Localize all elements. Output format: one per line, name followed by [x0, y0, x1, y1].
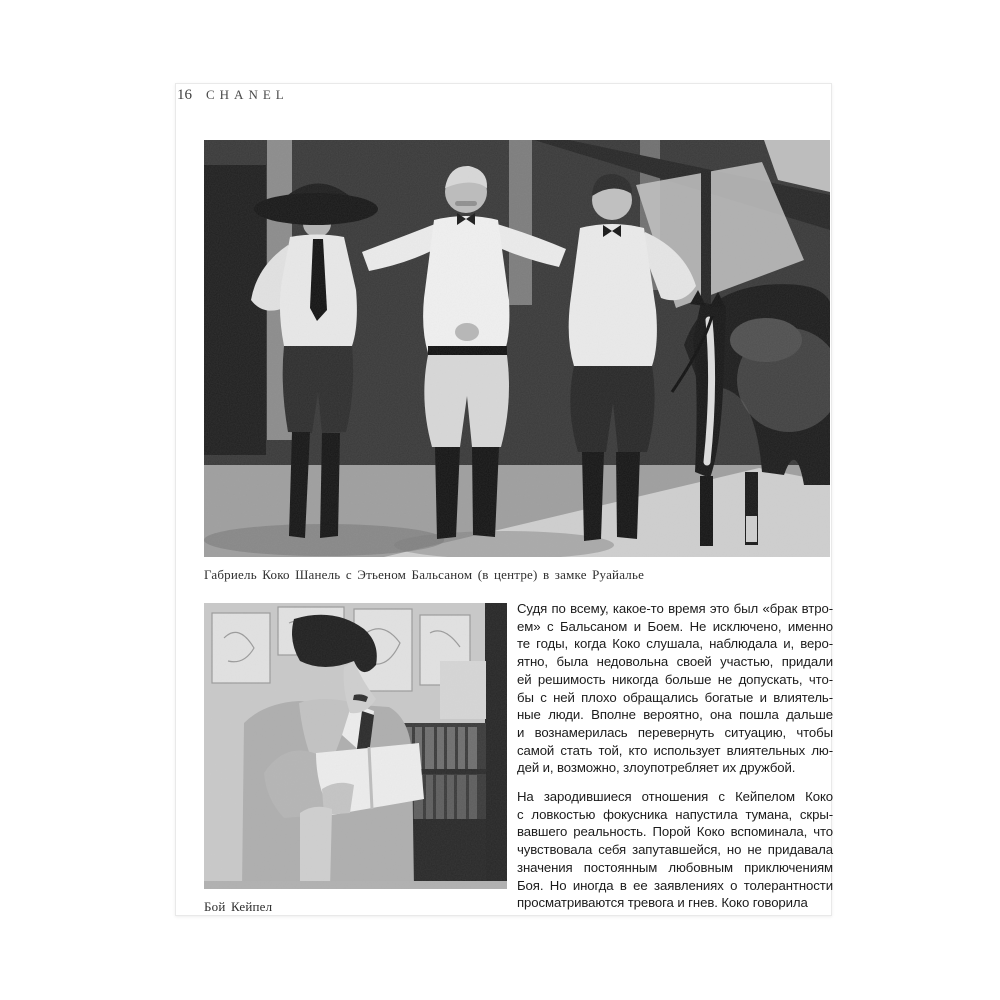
text-line: ятно, была недовольна своей участью, придали [517, 654, 833, 670]
text-line: вавшего реальность. Порой Коко вспоминала, что [517, 824, 833, 840]
text-line: с ловкостью фокусника напустила тумана, скры- [517, 806, 833, 822]
text-line: Судя по всему, какое-то время это был «брак втро- [517, 601, 833, 616]
text-line: значения постоянным любовным приключениям [517, 859, 833, 875]
text-line: На зародившиеся отношения с Кейпелом Коко [517, 789, 833, 805]
capel-photo-caption: Бой Кейпел [204, 899, 273, 914]
text-line: ные люди. Вполне вероятно, она пошла дальше [517, 707, 833, 723]
capel-photo [204, 603, 507, 889]
text-line: Боя. Но иногда в ее заявлениях о толерантности [517, 877, 833, 893]
text-line: чувствовала себя запутавшейся, но не придавала [517, 842, 833, 858]
page-number: 16 [177, 87, 192, 103]
text-line: ей решимость никогда больше не допускать, что- [517, 671, 833, 687]
text-line: и вознамерилась перевернуть ситуацию, чтобы [517, 724, 833, 740]
text-line: ем» с Бальсаном и Боем. Не исключено, именно [517, 618, 833, 634]
capel-photo-illustration [204, 603, 507, 889]
paragraph-2 [517, 788, 833, 912]
text-line: те годы, когда Коко слушала, наблюдала и, веро- [517, 636, 833, 652]
paragraph-1 [517, 600, 833, 777]
text-line: самой стать той, кто использует влиятельных лю- [517, 742, 833, 758]
text-line: просматриваются тревога и гнев. Коко говорила [517, 895, 808, 911]
book-page [175, 83, 832, 916]
text-line: бы с ней плохо обращались богатые и влиятель- [517, 689, 833, 705]
main-photo [204, 140, 830, 557]
main-photo-illustration [204, 140, 830, 557]
page-header [177, 86, 289, 104]
main-photo-caption: Габриель Коко Шанель с Этьеном Бальсаном (в центре) в замке Руайалье [204, 567, 645, 582]
running-title: CHANEL [206, 87, 289, 102]
text-line: дей и, возможно, злоупотребляет их дружбой. [517, 760, 796, 776]
body-text-column [517, 600, 833, 912]
